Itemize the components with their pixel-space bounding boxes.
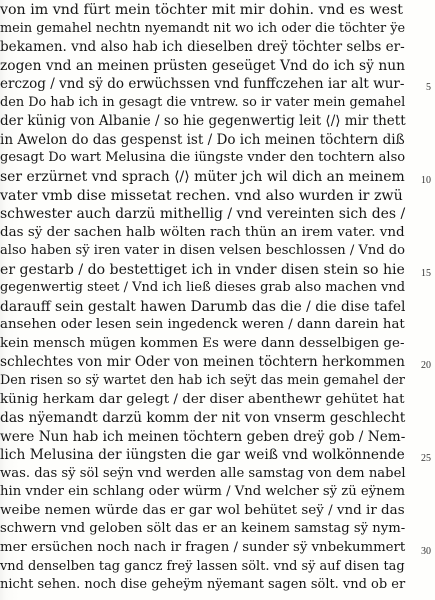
text-line: erczog / vnd sÿ do erwüchssen vnd funffczehen iar alt wur- <box>0 76 405 93</box>
text-line: zogen vnd an meinen prüsten geseüget Vnd do ich sÿ nun <box>0 57 406 74</box>
text-line: ansehen oder lesen sein ingedenck weren / dann darein hat <box>0 317 405 333</box>
text-line: hin vnder ein schlang oder würm / Vnd welcher sÿ zü eÿnem <box>0 484 405 500</box>
text-line: ser erzürnet vnd sprach ⟨/⟩ müter jch wil dich an meinem <box>0 168 405 185</box>
line-number: 25 <box>421 453 431 465</box>
line-number: 20 <box>421 360 431 372</box>
text-line: schlechtes von mir Oder von meinen töchtern herkommen <box>0 354 405 371</box>
text-line: was. das sÿ söl seÿn vnd werden alle samstag von dem nabel <box>0 465 406 481</box>
text-line: er gestarb / do bestettiget ich in vnder disen stein so hie <box>0 261 405 278</box>
text-line: das nÿemandt darzü komm der nit von vnserm geschlecht <box>0 410 406 427</box>
text-line: in Awelon do das gespenst ist / Do ich meinen töchtern diß <box>0 131 405 148</box>
text-line: nicht sehen. noch dise geheÿm nÿemant sagen sölt. vnd ob er <box>0 577 406 593</box>
text-line: schwester auch darzü mithellig / vnd vereinten sich des / <box>0 206 406 223</box>
line-number: 15 <box>421 267 431 279</box>
text-line: lich Melusina der iüngsten die gar weiß vnd wolkönnende <box>0 447 405 464</box>
text-line: vnd denselben tag gancz freÿ lassen sölt. vnd sÿ auf disen tag <box>0 558 405 574</box>
text-line: den Do hab ich in gesagt die vntrew. so ir vater mein gemahel <box>0 94 406 110</box>
text-line: darauff sein gestalt hawen Darumb das die / die dise tafel <box>0 298 406 315</box>
text-line: das sÿ der sachen halb wölten rach thün an irem vater. vnd <box>0 224 405 240</box>
text-line: Den risen so sÿ wartet den hab ich seÿt das mein gemahel der <box>0 373 405 388</box>
text-line: mein gemahel nechtn nyemandt nit wo ich oder die töchter ÿe <box>0 20 406 36</box>
text-line: were Nun hab ich meinen töchtern geben dreÿ gob / Nem- <box>0 428 406 445</box>
line-number: 30 <box>421 545 431 557</box>
text-line: also haben sÿ iren vater in disen velsen beschlossen / Vnd do <box>0 243 406 259</box>
text-line: mer ersüchen noch nach ir fragen / sunder sÿ vnbekummert <box>0 539 406 555</box>
text-line: kein mensch mügen kommen Es were dann desselbigen ge- <box>0 335 405 351</box>
text-line: schwern vnd geloben sölt das er an keinem samstag sÿ nym- <box>0 521 406 537</box>
text-line: vater vmb dise missetat rechen. vnd also wurden ir zwü <box>0 187 403 204</box>
line-number: 10 <box>421 174 431 186</box>
text-line: von im vnd fürt mein töchter mit mir dohin. vnd es west <box>0 2 403 18</box>
line-number: 5 <box>426 82 431 94</box>
text-line: weibe nemen würde das er gar wol behütet seÿ / vnd ir das <box>0 502 405 518</box>
text-line: bekamen. vnd also hab ich dieselben dreÿ töchter selbs er- <box>0 39 405 56</box>
text-line: künig herkam dar gelegt / der diser abenthewr gehütet hat <box>0 391 405 407</box>
text-line: gesagt Do wart Melusina die iüngste vnder den tochtern also <box>0 150 406 166</box>
text-line: der künig von Albanie / so hie gegenwertig leit ⟨/⟩ mir thett <box>0 113 406 130</box>
text-line: gegenwertig steet / Vnd ich ließ dieses grab also machen vnd <box>0 280 406 296</box>
